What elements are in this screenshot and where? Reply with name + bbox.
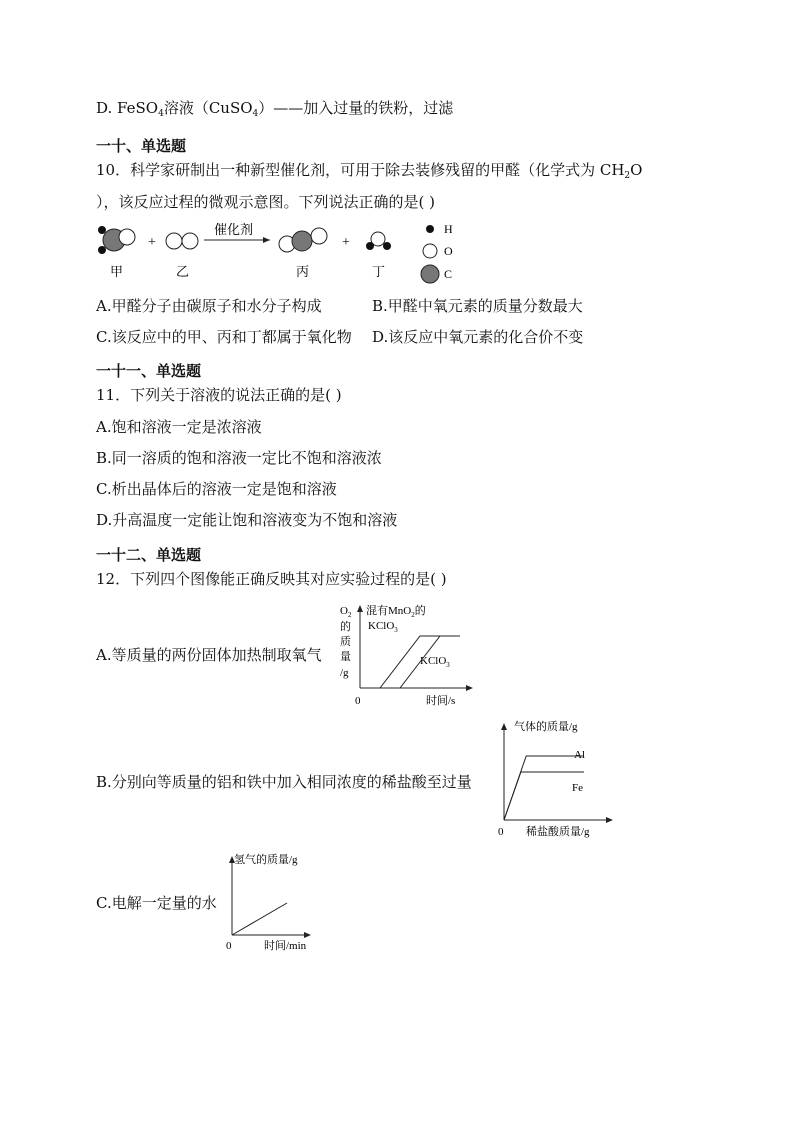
legend-o-label: O — [444, 244, 453, 258]
section-10-heading: 一十、单选题 — [96, 137, 187, 155]
q11-option-c: C.析出晶体后的溶液一定是饱和溶液 — [96, 480, 337, 498]
hydrogen-atom — [98, 246, 106, 254]
chart-a-x-arrow-icon — [466, 685, 473, 691]
legend-oxygen-icon — [423, 244, 437, 258]
label-bing: 丙 — [296, 264, 310, 279]
oxygen-atom — [119, 229, 135, 245]
q10-stem-line2: ），该反应过程的微观示意图。下列说法正确的是( ) — [96, 193, 435, 211]
q11-stem: 11．下列关于溶液的说法正确的是( ) — [96, 386, 342, 404]
q10-stem-sub: 2 — [624, 171, 631, 181]
chart-a-origin: 0 — [355, 695, 361, 707]
q11-option-b: B.同一溶质的饱和溶液一定比不饱和溶液浓 — [96, 449, 382, 467]
chart-a-ylabel-zhi: 质 — [340, 636, 351, 648]
legend-hydrogen-icon — [426, 225, 434, 233]
chart-b-ylabel: 气体的质量/g — [514, 721, 578, 733]
chart-a-ylabel-unit: /g — [340, 667, 349, 679]
chart-a — [336, 600, 476, 710]
molecule-formaldehyde — [98, 226, 135, 254]
q11-option-a: A.饱和溶液一定是浓溶液 — [96, 418, 262, 436]
chart-a-ylabel-de: 的 — [340, 621, 351, 633]
section-12-heading: 一十二、单选题 — [96, 546, 202, 564]
chart-b-series-fe-label: Fe — [572, 782, 583, 794]
chart-b-x-arrow-icon — [606, 817, 613, 823]
chart-b-xlabel: 稀盐酸质量/g — [526, 826, 590, 838]
catalyst-label: 催化剂 — [214, 222, 254, 237]
q9-option-d-mid: 溶液（CuSO — [163, 99, 253, 117]
q12-stem: 12．下列四个图像能正确反映其对应实验过程的是( ) — [96, 570, 447, 588]
molecule-carbon-dioxide — [279, 228, 327, 252]
chart-b-series-al-label: Al — [574, 749, 585, 761]
hydrogen-atom — [366, 242, 374, 250]
q10-option-d: D.该反应中氧元素的化合价不变 — [372, 328, 584, 346]
chart-c-xlabel: 时间/min — [264, 940, 307, 952]
chart-b-origin: 0 — [498, 826, 504, 838]
chart-a-ylabel-o: $O_2$ — [340, 605, 352, 619]
q10-option-c: C.该反应中的甲、丙和丁都属于氧化物 — [96, 328, 352, 346]
q12-option-b: B.分别向等质量的铝和铁中加入相同浓度的稀盐酸至过量 — [96, 773, 472, 791]
oxygen-atom — [182, 233, 198, 249]
arrow-head-icon — [263, 237, 270, 243]
plus-sign-1: + — [148, 235, 156, 250]
label-yi: 乙 — [176, 264, 190, 279]
chartB-series-line-2 — [504, 772, 584, 820]
q10-stem-line1 — [96, 160, 642, 186]
legend-h-label: H — [444, 222, 453, 236]
chart-c — [220, 847, 320, 957]
atom-legend — [421, 222, 453, 283]
hydrogen-atom — [98, 226, 106, 234]
molecule-water — [366, 232, 391, 250]
q9-option-d — [96, 98, 453, 124]
chart-c-origin: 0 — [226, 940, 232, 952]
q9-sub-4b: 4 — [252, 109, 259, 119]
q10-stem-end: O — [630, 161, 643, 179]
label-ding: 丁 — [372, 264, 386, 279]
q11-option-d: D.升高温度一定能让饱和溶液变为不饱和溶液 — [96, 511, 398, 529]
q12-option-c: C.电解一定量的水 — [96, 894, 217, 912]
chart-c-x-arrow-icon — [304, 932, 311, 938]
q10-option-a: A.甲醛分子由碳原子和水分子构成 — [96, 297, 322, 315]
oxygen-atom — [166, 233, 182, 249]
chart-a-y-arrow-icon — [357, 605, 363, 612]
carbon-atom — [292, 231, 312, 251]
q10-stem-text: 10．科学家研制出一种新型催化剂，可用于除去装修残留的甲醛（化学式为 CH — [96, 161, 625, 179]
section-11-heading: 一十一、单选题 — [96, 362, 202, 380]
q9-option-d-prefix: D. FeSO — [96, 99, 159, 117]
q10-option-b: B.甲醛中氧元素的质量分数最大 — [372, 297, 583, 315]
legend-carbon-icon — [421, 265, 439, 283]
q12-option-a: A.等质量的两份固体加热制取氧气 — [96, 646, 322, 664]
molecule-oxygen — [166, 233, 198, 249]
chart-b — [490, 716, 620, 841]
chart-a-series2-label: KClO$_3$ — [420, 655, 450, 669]
chartC-series-line-1 — [232, 903, 287, 935]
q9-sub-4a: 4 — [158, 109, 164, 119]
chart-c-ylabel: 氢气的质量/g — [234, 854, 298, 866]
legend-c-label: C — [444, 267, 453, 281]
chart-b-y-arrow-icon — [501, 723, 507, 730]
chart-a-series1-label: 混有MnO$_2$的 — [366, 605, 426, 619]
chart-a-ylabel-liang: 量 — [340, 651, 351, 663]
q9-option-d-suffix: ）——加入过量的铁粉，过滤 — [258, 99, 454, 117]
chart-a-series1-label-2: KClO$_3$ — [368, 620, 398, 634]
chart-a-xlabel: 时间/s — [426, 695, 456, 707]
plus-sign-2: + — [342, 235, 350, 250]
oxygen-atom — [311, 228, 327, 244]
reaction-diagram — [90, 220, 490, 282]
label-jia: 甲 — [110, 264, 124, 279]
hydrogen-atom — [383, 242, 391, 250]
